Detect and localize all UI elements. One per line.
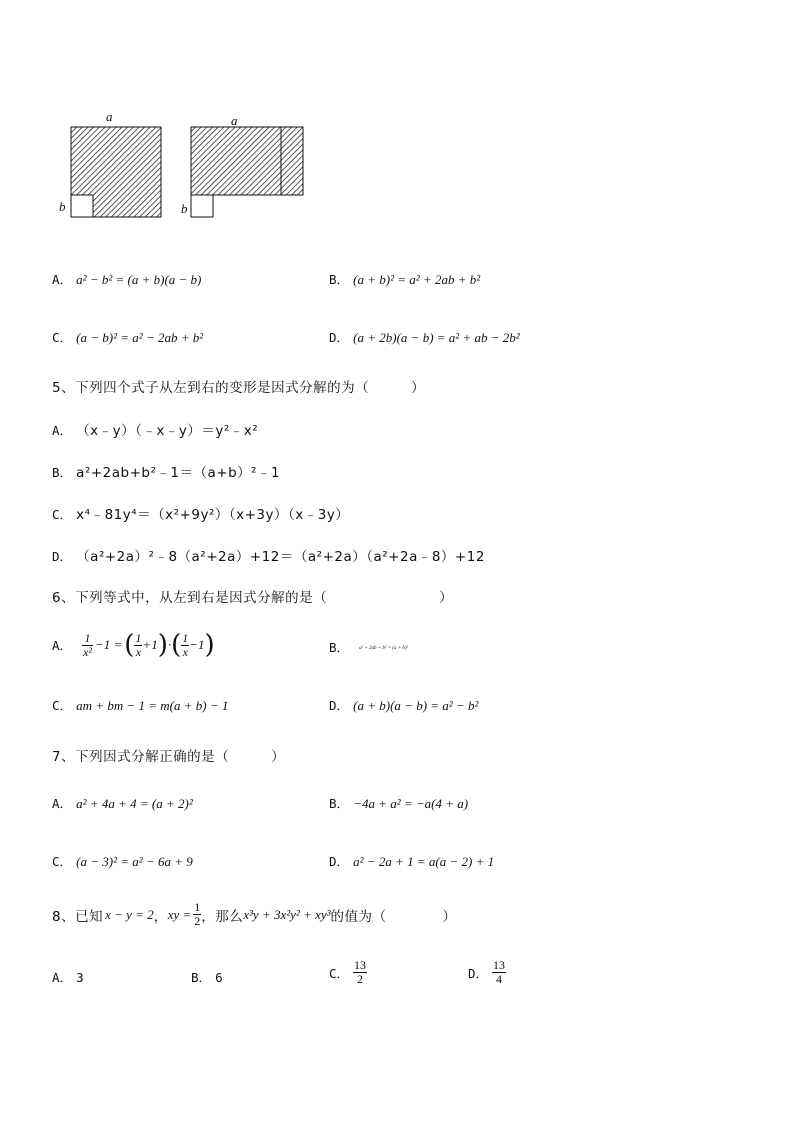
option-letter: C． bbox=[52, 507, 73, 522]
q7-option-d bbox=[329, 852, 494, 870]
option-expression: (a − 3)² = a² − 6a + 9 bbox=[76, 854, 193, 869]
option-value: 6 bbox=[215, 970, 223, 985]
q6-option-a: A． $\frac{1}{\text{x²}}$ −1 = ( $\frac{1}{x}$ +1 ) · ( $\frac{1}{x}$ −1 ) bbox=[52, 630, 215, 660]
q4-option-d bbox=[329, 328, 520, 346]
option-value: 3 bbox=[76, 970, 84, 985]
option-letter: A． bbox=[52, 796, 73, 811]
option-letter: A． bbox=[52, 638, 73, 653]
q6-option-c bbox=[52, 696, 228, 714]
fraction-one-over-x: $\frac{1}{x}$ bbox=[135, 630, 142, 659]
option-letter: B． bbox=[329, 640, 350, 655]
small-square-b-right bbox=[191, 195, 213, 217]
q7-option-b bbox=[329, 794, 468, 812]
option-letter: A． bbox=[52, 970, 73, 985]
option-letter: C． bbox=[52, 698, 73, 713]
q7-option-c bbox=[52, 852, 193, 870]
right-paren: ) bbox=[157, 630, 168, 660]
option-expression: （a²+2a）²﹣8（a²+2a）+12＝（a²+2a）（a²+2a﹣8）+12 bbox=[76, 549, 485, 565]
q4-option-c bbox=[52, 328, 203, 346]
small-square-b bbox=[71, 195, 93, 217]
q5-stem: 5、下列四个式子从左到右的变形是因式分解的为（ ） bbox=[52, 380, 426, 396]
option-expression: am + bm − 1 = m(a + b) − 1 bbox=[76, 698, 229, 713]
q5-option-c bbox=[52, 503, 349, 523]
right-rectangle-figure bbox=[191, 127, 303, 217]
q8-stem: 8、已知 x − y = 2 ， xy = $\frac{1}{2}$ ，那么 x³y + 3x²y² + xy³ 的值为（ ） bbox=[52, 900, 457, 928]
option-letter: D． bbox=[329, 698, 350, 713]
fraction-13-over-2: $\frac{13}{2}$ bbox=[354, 958, 367, 986]
option-letter: C． bbox=[52, 854, 73, 869]
option-expression: (a − b)² = a² − 2ab + b² bbox=[76, 330, 204, 345]
left-square-figure bbox=[71, 127, 161, 217]
option-expression-tiny: a² + 2ab + b² = (a + b)² bbox=[359, 646, 408, 651]
fraction-one-over-x-b: $\frac{1}{x}$ bbox=[182, 630, 189, 659]
q8-option-b bbox=[191, 968, 223, 986]
label-a-right: a bbox=[231, 113, 238, 128]
option-letter: D． bbox=[329, 330, 350, 345]
q4-option-b bbox=[329, 270, 480, 288]
option-expression: (a + b)² = a² + 2ab + b² bbox=[353, 272, 481, 287]
q5-option-d bbox=[52, 545, 485, 565]
option-expression: （x﹣y）（﹣x﹣y）＝y²﹣x² bbox=[76, 423, 259, 439]
q5-option-b bbox=[52, 461, 280, 481]
q6-option-d bbox=[329, 696, 478, 714]
option-letter: B． bbox=[52, 465, 73, 480]
q4-option-a bbox=[52, 270, 201, 288]
option-expression: a² − b² = (a + b)(a − b) bbox=[76, 272, 202, 287]
option-expression: (a + 2b)(a − b) = a² + ab − 2b² bbox=[353, 330, 520, 345]
option-letter: D． bbox=[329, 854, 350, 869]
option-letter: C． bbox=[52, 330, 73, 345]
label-a-left: a bbox=[106, 109, 113, 124]
option-expression: −4a + a² = −a(4 + a) bbox=[353, 796, 469, 811]
option-letter: A． bbox=[52, 272, 73, 287]
fraction-13-over-4: $\frac{13}{4}$ bbox=[493, 958, 506, 986]
q6-option-b bbox=[329, 638, 408, 656]
option-expression: a² − 2a + 1 = a(a − 2) + 1 bbox=[353, 854, 495, 869]
option-expression: a² + 4a + 4 = (a + 2)² bbox=[76, 796, 193, 811]
fraction-one-over-x2: $\frac{1}{\text{x²}}$ bbox=[83, 630, 92, 659]
option-expression: x⁴﹣81y⁴＝（x²+9y²）（x+3y）（x﹣3y） bbox=[76, 507, 350, 523]
option-letter: B． bbox=[191, 970, 212, 985]
q7-stem: 7、下列因式分解正确的是（ ） bbox=[52, 749, 286, 765]
option-letter: C． bbox=[329, 965, 350, 981]
q8-option-c bbox=[329, 959, 367, 986]
option-letter: B． bbox=[329, 272, 350, 287]
q5-option-a bbox=[52, 419, 258, 439]
fraction-one-half: $\frac{1}{2}$ bbox=[194, 900, 201, 928]
left-paren: ( bbox=[171, 630, 182, 660]
option-letter: D． bbox=[468, 965, 489, 981]
option-expression: (a + b)(a − b) = a² − b² bbox=[353, 698, 479, 713]
q8-option-a bbox=[52, 968, 84, 986]
q6-stem: 6、下列等式中，从左到右是因式分解的是（ ） bbox=[52, 590, 454, 606]
option-letter: A． bbox=[52, 423, 73, 438]
option-expression: a²+2ab+b²﹣1＝（a+b）²﹣1 bbox=[76, 465, 281, 481]
option-letter: B． bbox=[329, 796, 350, 811]
q8-option-d bbox=[468, 959, 506, 986]
right-paren: ) bbox=[204, 630, 215, 660]
label-b-left: b bbox=[59, 199, 66, 214]
left-paren: ( bbox=[124, 630, 135, 660]
label-b-right: b bbox=[181, 201, 188, 216]
q7-option-a bbox=[52, 794, 193, 812]
option-letter: D． bbox=[52, 549, 73, 564]
